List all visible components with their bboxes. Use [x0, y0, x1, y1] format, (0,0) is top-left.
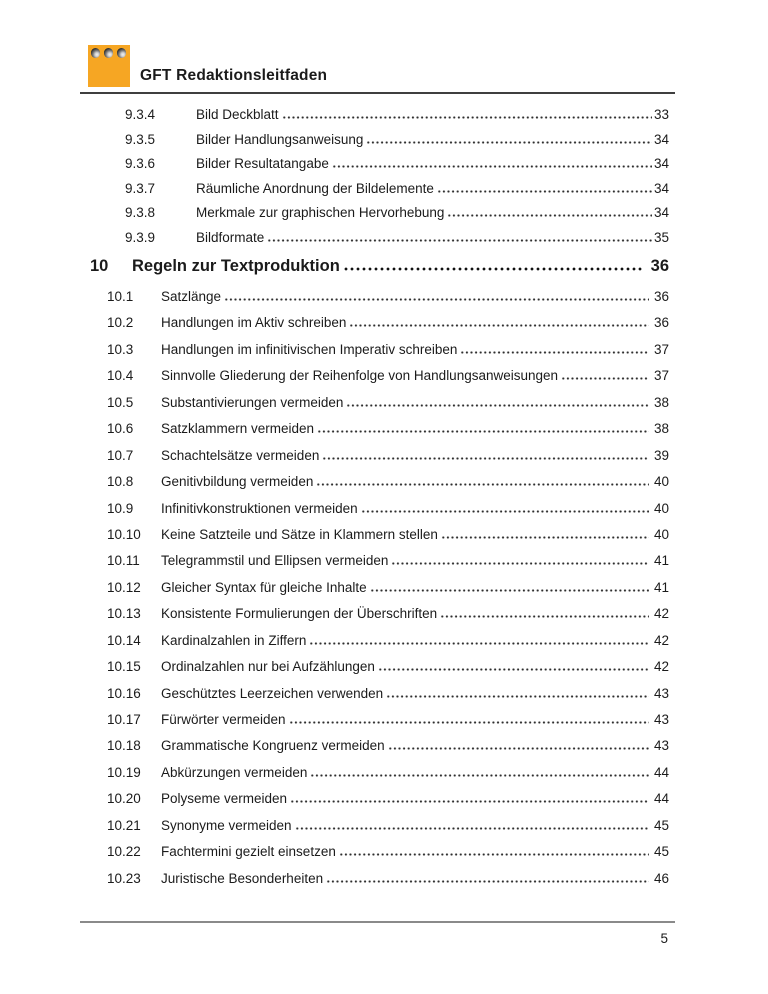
- toc-leader-dots: [316, 481, 649, 486]
- toc-entry[interactable]: [80, 337, 675, 363]
- toc-entry-page: 44: [653, 791, 669, 807]
- toc-entry-number: 10.16: [107, 685, 141, 701]
- toc-entry-title: Satzlänge: [161, 289, 222, 304]
- toc-entry-page: 38: [653, 394, 669, 410]
- toc-entry[interactable]: [80, 496, 675, 522]
- toc-entry[interactable]: [80, 601, 675, 627]
- toc-leader-dots: [366, 139, 652, 144]
- gft-logo: [88, 45, 130, 87]
- toc-entry-page: 40: [653, 526, 669, 542]
- toc-entry-title: Konsistente Formulierungen der Überschriften: [161, 606, 438, 622]
- toc-entry[interactable]: [80, 786, 675, 812]
- toc-entry-title: Telegrammstil und Ellipsen vermeiden: [161, 553, 389, 569]
- toc-leader-dots: [326, 878, 649, 883]
- toc-leader-dots: [343, 265, 644, 271]
- toc-leader-dots: [290, 798, 649, 803]
- sphere-icon: [117, 48, 127, 58]
- toc-entry-number: 10.6: [107, 421, 134, 437]
- toc-entry-number: 10.10: [107, 526, 141, 542]
- toc-entry[interactable]: [80, 201, 675, 226]
- toc-leader-dots: [440, 613, 649, 618]
- toc-entry-number: 9.3.9: [125, 229, 156, 245]
- toc-entry-title: Gleicher Syntax für gleiche Inhalte: [161, 579, 367, 595]
- toc-entry-page: 35: [653, 229, 669, 245]
- sphere-icon: [91, 48, 101, 58]
- toc-entry[interactable]: [80, 707, 675, 733]
- toc-entry[interactable]: [80, 103, 675, 128]
- toc-entry-page: 41: [653, 553, 669, 569]
- toc-entry-title: Sinnvolle Gliederung der Reihenfolge von Handlungsanweisungen: [161, 368, 559, 384]
- toc-entry-page: 46: [653, 870, 669, 886]
- toc-entry-page: 43: [653, 685, 669, 701]
- toc-leader-dots: [447, 212, 652, 217]
- toc-entry-page: 41: [653, 579, 669, 595]
- toc-entry-title: Synonyme vermeiden: [161, 817, 292, 833]
- toc-entry-title: Handlungen im infinitivischen Imperativ schreiben: [161, 341, 458, 357]
- toc-entry[interactable]: [80, 760, 675, 786]
- toc-entry-title: Handlungen im Aktiv schreiben: [161, 315, 347, 331]
- toc-leader-dots: [317, 428, 649, 433]
- toc-entry-page: 43: [653, 738, 669, 754]
- toc-entry-number: 10.21: [107, 817, 141, 833]
- page-number: 5: [660, 931, 668, 946]
- toc-entry-title: Ordinalzahlen nur bei Aufzählungen: [161, 659, 375, 675]
- toc-entry-page: 34: [653, 131, 669, 147]
- toc-leader-dots: [561, 375, 649, 380]
- toc-entry[interactable]: [80, 548, 675, 574]
- toc-entry-title: Grammatische Kongruenz vermeiden: [161, 738, 385, 754]
- toc-leader-dots: [370, 587, 649, 592]
- toc-entry[interactable]: [80, 575, 675, 601]
- toc-entry-page: 42: [653, 632, 669, 648]
- toc-entry[interactable]: [80, 128, 675, 153]
- toc-entry-title: Fachtermini gezielt einsetzen: [161, 844, 336, 860]
- toc-entry-page: 45: [653, 817, 669, 833]
- toc-entry-title: Substantivierungen vermeiden: [161, 394, 344, 410]
- toc-entry-page: 37: [653, 368, 669, 384]
- toc-entry-number: 10.2: [107, 315, 134, 331]
- toc-entry-number: 10.7: [107, 447, 134, 463]
- toc-entry-title: Merkmale zur graphischen Hervorhebung: [196, 205, 445, 220]
- toc-entry-title: Genitivbildung vermeiden: [161, 474, 314, 490]
- toc-entry[interactable]: [80, 813, 675, 839]
- toc-entry-number: 9.3.4: [125, 107, 156, 122]
- toc-entry-page: 34: [653, 205, 669, 220]
- toc-entry-title: Abkürzungen vermeiden: [161, 764, 308, 780]
- toc-entry-title: Schachtelsätze vermeiden: [161, 447, 320, 463]
- toc-leader-dots: [295, 825, 649, 830]
- toc-entry-number: 10.19: [107, 764, 141, 780]
- toc-entry-title: Satzklammern vermeiden: [161, 421, 315, 437]
- toc-entry-title: Geschütztes Leerzeichen verwenden: [161, 685, 384, 701]
- toc-entry-number: 10.22: [107, 844, 141, 860]
- toc-entry-number: 10.8: [107, 474, 134, 490]
- toc-entry-page: 39: [653, 447, 669, 463]
- toc-entry[interactable]: [80, 681, 675, 707]
- toc-entry-number: 10.9: [107, 500, 134, 516]
- toc-entry-number: 10.17: [107, 712, 141, 727]
- toc-entry-page: 43: [653, 712, 669, 727]
- toc-entry[interactable]: [80, 469, 675, 495]
- toc-entry-title: Bilder Handlungsanweisung: [196, 131, 364, 147]
- toc-entry-title: Bild Deckblatt: [196, 107, 279, 122]
- toc-entry-title: Kardinalzahlen in Ziffern: [161, 632, 307, 648]
- toc-leader-dots: [460, 349, 649, 354]
- toc-entry-number: 10.18: [107, 738, 141, 754]
- toc-leader-dots: [339, 851, 649, 856]
- toc-entry[interactable]: [80, 654, 675, 680]
- toc-entry[interactable]: [80, 284, 675, 310]
- toc-entry-page: 40: [653, 474, 669, 490]
- page-header: [80, 0, 675, 94]
- toc-entry-page: 36: [650, 257, 669, 275]
- toc-entry[interactable]: [80, 522, 675, 548]
- toc-entry[interactable]: [80, 839, 675, 865]
- toc-entry-page: 37: [653, 341, 669, 357]
- toc-leader-dots: [391, 560, 649, 565]
- toc-entry-number: 10.5: [107, 394, 134, 410]
- toc-entry-title: Polyseme vermeiden: [161, 791, 288, 807]
- toc-entry-page: 34: [653, 156, 669, 171]
- toc-leader-dots: [437, 188, 652, 193]
- toc-entry-number: 10.1: [107, 289, 134, 304]
- logo-glyphs: [88, 45, 130, 58]
- toc-entry-page: 45: [653, 844, 669, 860]
- toc-entry-title: Regeln zur Textproduktion: [132, 257, 340, 275]
- toc-entry[interactable]: [80, 628, 675, 654]
- toc-entry[interactable]: [80, 363, 675, 389]
- sphere-icon: [104, 48, 114, 58]
- page-footer: [80, 921, 675, 946]
- toc-entry-number: 9.3.6: [125, 156, 156, 171]
- toc-leader-dots: [386, 693, 649, 698]
- toc-list: [80, 103, 675, 892]
- toc-entry-title: Bilder Resultatangabe: [196, 156, 329, 171]
- toc-leader-dots: [332, 163, 652, 168]
- toc-entry-page: 42: [653, 606, 669, 622]
- toc-entry-number: 10.3: [107, 341, 134, 357]
- toc-entry-title: Räumliche Anordnung der Bildelemente: [196, 180, 434, 196]
- toc-entry[interactable]: [80, 390, 675, 416]
- toc-entry[interactable]: [80, 733, 675, 759]
- toc-entry[interactable]: [80, 152, 675, 177]
- toc-entry[interactable]: [80, 416, 675, 442]
- toc-leader-dots: [378, 666, 649, 671]
- toc-entry-number: 10.11: [107, 553, 140, 569]
- toc-entry-page: 40: [653, 500, 669, 516]
- toc-leader-dots: [346, 402, 649, 407]
- toc-entry[interactable]: [80, 226, 675, 251]
- toc-leader-dots: [310, 772, 649, 777]
- toc-entry-number: 10.15: [107, 659, 141, 675]
- toc-entry-number: 9.3.8: [125, 205, 156, 220]
- toc-entry-number: 10: [90, 257, 109, 275]
- toc-entry-page: 44: [653, 764, 669, 780]
- toc-entry-page: 36: [653, 315, 669, 331]
- toc-entry-title: Infinitivkonstruktionen vermeiden: [161, 500, 358, 516]
- toc-leader-dots: [388, 745, 649, 750]
- document-page: [80, 0, 675, 994]
- toc-leader-dots: [282, 114, 652, 119]
- toc-entry-number: 10.23: [107, 870, 141, 886]
- toc-entry-title: Juristische Besonderheiten: [161, 870, 324, 886]
- toc-leader-dots: [361, 508, 649, 513]
- toc-entry[interactable]: [80, 866, 675, 892]
- toc-entry-title: Bildformate: [196, 229, 265, 245]
- toc-leader-dots: [441, 534, 649, 539]
- toc-entry-page: 38: [653, 421, 669, 437]
- toc-leader-dots: [224, 296, 649, 301]
- toc-entry-number: 9.3.5: [125, 131, 156, 147]
- toc-entry-page: 36: [653, 289, 669, 304]
- toc-leader-dots: [289, 719, 649, 724]
- toc-entry[interactable]: [80, 443, 675, 469]
- toc-entry-title: Keine Satzteile und Sätze in Klammern stellen: [161, 526, 438, 542]
- toc-entry[interactable]: [80, 177, 675, 202]
- toc-entry[interactable]: [80, 310, 675, 336]
- toc-leader-dots: [322, 455, 649, 460]
- toc-entry-number: 10.14: [107, 632, 141, 648]
- toc-entry-page: 33: [653, 107, 669, 122]
- toc-entry[interactable]: [80, 253, 675, 280]
- toc-entry-number: 10.20: [107, 791, 141, 807]
- toc-entry-number: 10.13: [107, 606, 141, 622]
- toc-entry-page: 42: [653, 659, 669, 675]
- toc-entry-title: Fürwörter vermeiden: [161, 712, 286, 727]
- toc-entry-number: 10.4: [107, 368, 134, 384]
- toc-leader-dots: [267, 237, 652, 242]
- toc-entry-page: 34: [653, 180, 669, 196]
- toc-leader-dots: [309, 640, 649, 645]
- toc-entry-number: 10.12: [107, 579, 141, 595]
- document-title: GFT Redaktionsleitfaden: [140, 67, 328, 84]
- toc-entry-number: 9.3.7: [125, 180, 156, 196]
- toc-leader-dots: [349, 322, 649, 327]
